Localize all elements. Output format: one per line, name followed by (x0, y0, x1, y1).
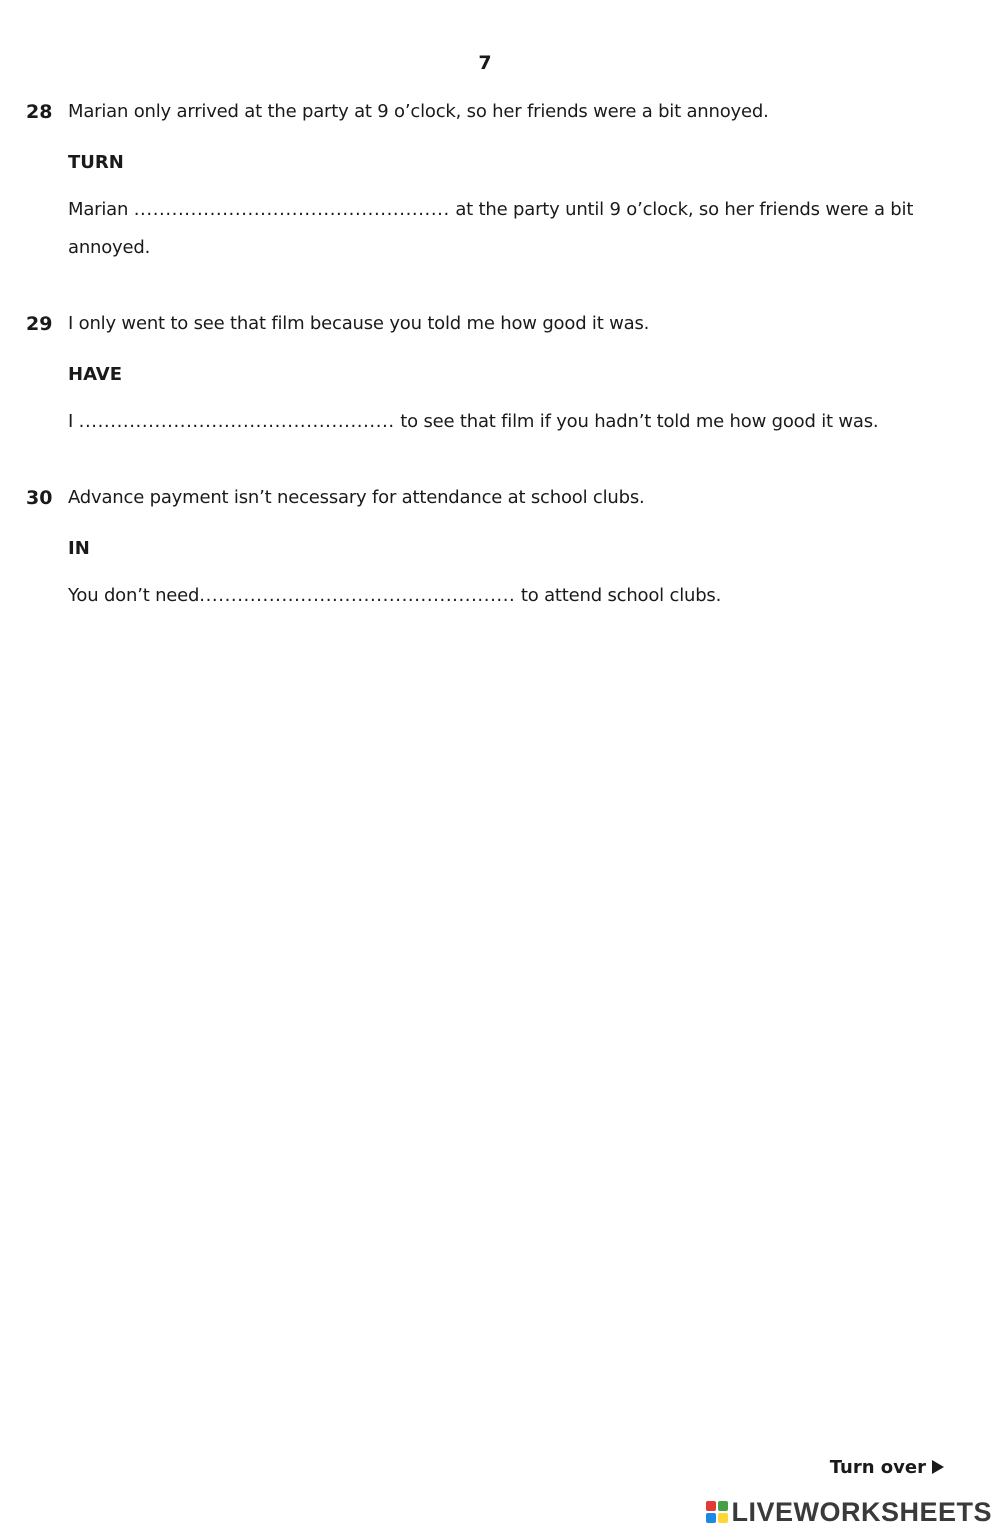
answer-sentence (68, 191, 948, 267)
turn-over-label (830, 1457, 944, 1478)
logo-square-red (706, 1501, 716, 1511)
liveworksheets-logo (705, 1497, 992, 1527)
question-number: 30 (26, 487, 53, 509)
question-sentence: Marian only arrived at the party at 9 o’clock, so her friends were a bit annoyed. (68, 101, 769, 122)
question-sentence: I only went to see that film because you told me how good it was. (68, 313, 650, 334)
turn-over-text: Turn over (829, 1457, 926, 1478)
answer-suffix: at the party until 9 o’clock, so her friends were a bit (449, 199, 914, 220)
answer-sentence (68, 577, 948, 615)
question-keyword: IN (68, 538, 90, 559)
brand-name: LIVEWORKSHEETS (731, 1496, 992, 1527)
answer-gap[interactable]: .................................................. (78, 411, 395, 432)
answer-prefix: I (68, 411, 79, 432)
question-sentence: Advance payment isn’t necessary for attendance at school clubs. (68, 487, 645, 508)
answer-sentence (68, 403, 948, 441)
logo-square-blue (706, 1513, 716, 1523)
question-number: 29 (26, 313, 53, 335)
answer-suffix-continued: annoyed. (68, 237, 151, 258)
answer-gap[interactable]: .................................................. (133, 199, 450, 220)
answer-gap[interactable]: .................................................. (199, 585, 516, 606)
question-number: 28 (26, 101, 53, 123)
question-keyword: TURN (68, 152, 124, 173)
question-keyword: HAVE (68, 364, 122, 385)
logo-grid-icon (705, 1500, 729, 1524)
answer-prefix: Marian (68, 199, 134, 220)
answer-suffix: to attend school clubs. (515, 585, 722, 606)
logo-square-green (718, 1501, 728, 1511)
logo-square-yellow (718, 1513, 728, 1523)
answer-prefix: You don’t need (68, 585, 200, 606)
answer-suffix: to see that film if you hadn’t told me how good it was. (394, 411, 879, 432)
page-number: 7 (478, 52, 492, 74)
play-arrow-icon (932, 1460, 944, 1474)
